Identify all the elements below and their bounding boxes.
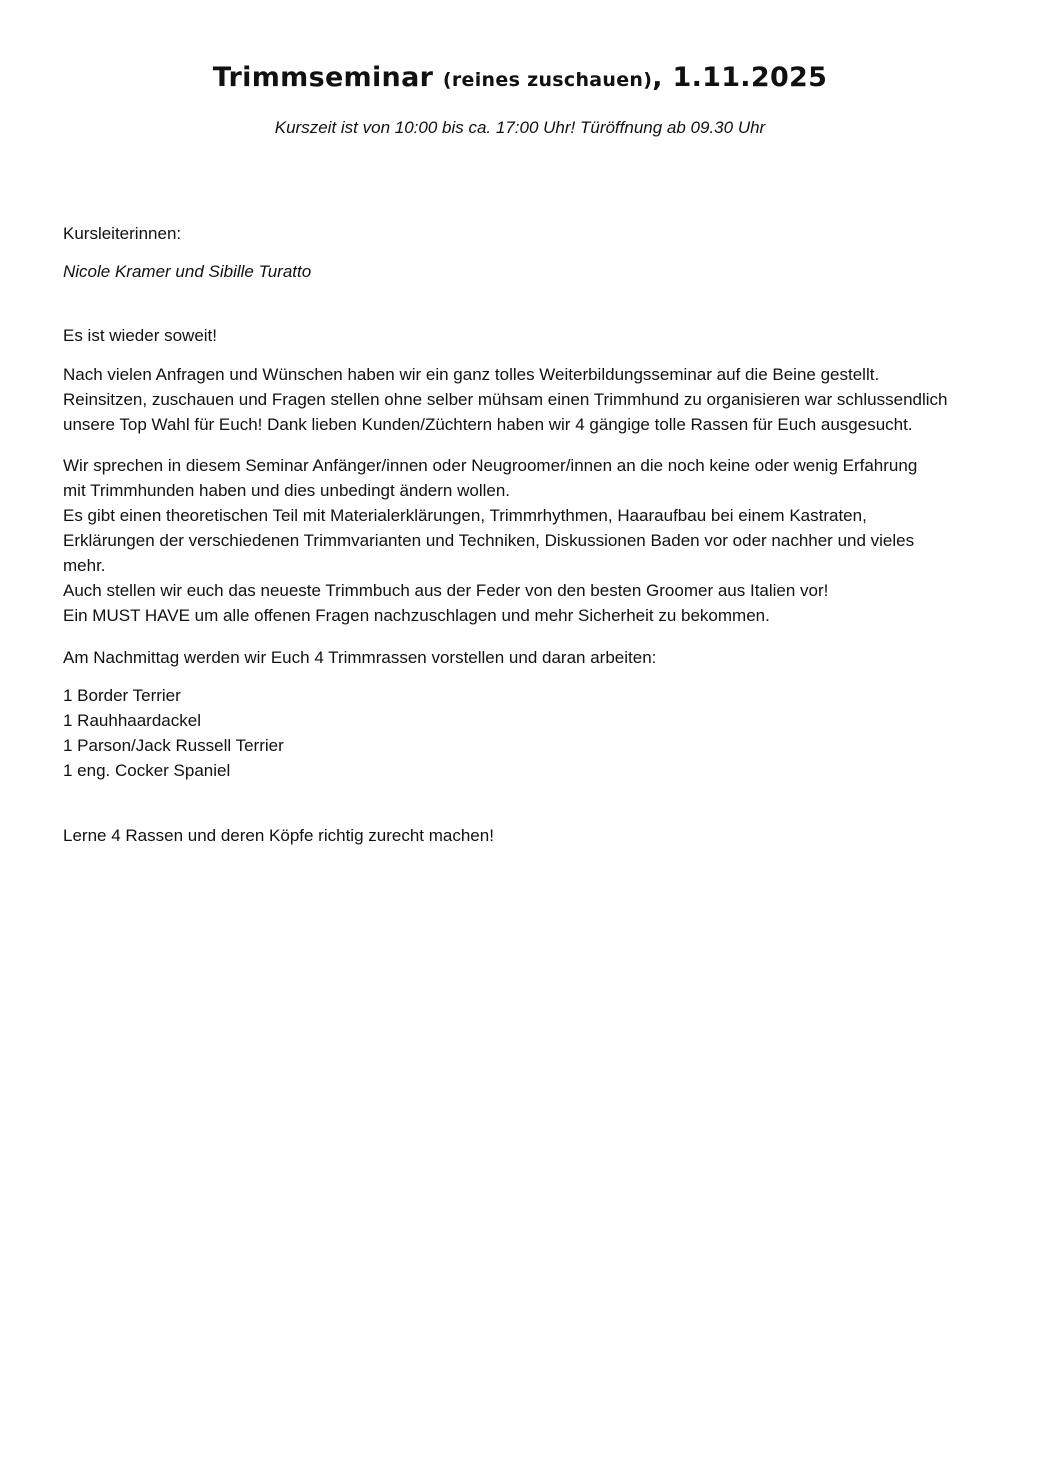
details-paragraph (63, 453, 983, 628)
afternoon-intro: Am Nachmittag werden wir Euch 4 Trimmrassen vorstellen und daran arbeiten: (63, 648, 657, 667)
page-title (0, 62, 1040, 93)
breed-list (63, 683, 983, 783)
course-time-subtitle: Kurszeit ist von 10:00 bis ca. 17:00 Uhr! Türöffnung ab 09.30 Uhr (274, 118, 766, 137)
intro-line: unsere Top Wahl für Euch! Dank lieben Kunden/Züchtern haben wir 4 gängige tolle Rassen für Euch ausgesucht. (63, 415, 913, 434)
intro-line: Nach vielen Anfragen und Wünschen haben wir ein ganz tolles Weiterbildungsseminar auf die Beine gestellt. (63, 365, 880, 384)
instructors-names: Nicole Kramer und Sibille Turatto (63, 262, 312, 281)
intro-opening: Es ist wieder soweit! (63, 326, 217, 345)
details-line: Auch stellen wir euch das neueste Trimmbuch aus der Feder von den besten Groomer aus Italien vor! (63, 581, 829, 600)
breed-list-item: 1 Rauhhaardackel (63, 711, 201, 730)
breed-list-item: 1 Parson/Jack Russell Terrier (63, 736, 284, 755)
title-date: , 1.11.2025 (652, 62, 828, 93)
instructors-label: Kursleiterinnen: (63, 224, 182, 243)
breed-list-item: 1 Border Terrier (63, 686, 181, 705)
closing-line: Lerne 4 Rassen und deren Köpfe richtig zurecht machen! (63, 826, 494, 845)
title-main: Trimmseminar (212, 62, 434, 93)
intro-line: Reinsitzen, zuschauen und Fragen stellen ohne selber mühsam einen Trimmhund zu organisieren war schlussendlich (63, 390, 948, 409)
details-line: Erklärungen der verschiedenen Trimmvarianten und Techniken, Diskussionen Baden vor oder nachher und vieles (63, 531, 915, 550)
title-parenthetical: (reines zuschauen) (442, 69, 653, 91)
breed-list-item: 1 eng. Cocker Spaniel (63, 761, 231, 780)
details-line: Es gibt einen theoretischen Teil mit Materialerklärungen, Trimmrhythmen, Haaraufbau bei einem Kastraten, (63, 506, 867, 525)
details-line: Ein MUST HAVE um alle offenen Fragen nachzuschlagen und mehr Sicherheit zu bekommen. (63, 606, 770, 625)
details-line: mit Trimmhunden haben und dies unbedingt ändern wollen. (63, 481, 511, 500)
details-line: mehr. (63, 556, 106, 575)
intro-paragraph (63, 362, 983, 437)
details-line: Wir sprechen in diesem Seminar Anfänger/innen oder Neugroomer/innen an die noch keine oder wenig Erfahrung (63, 456, 918, 475)
